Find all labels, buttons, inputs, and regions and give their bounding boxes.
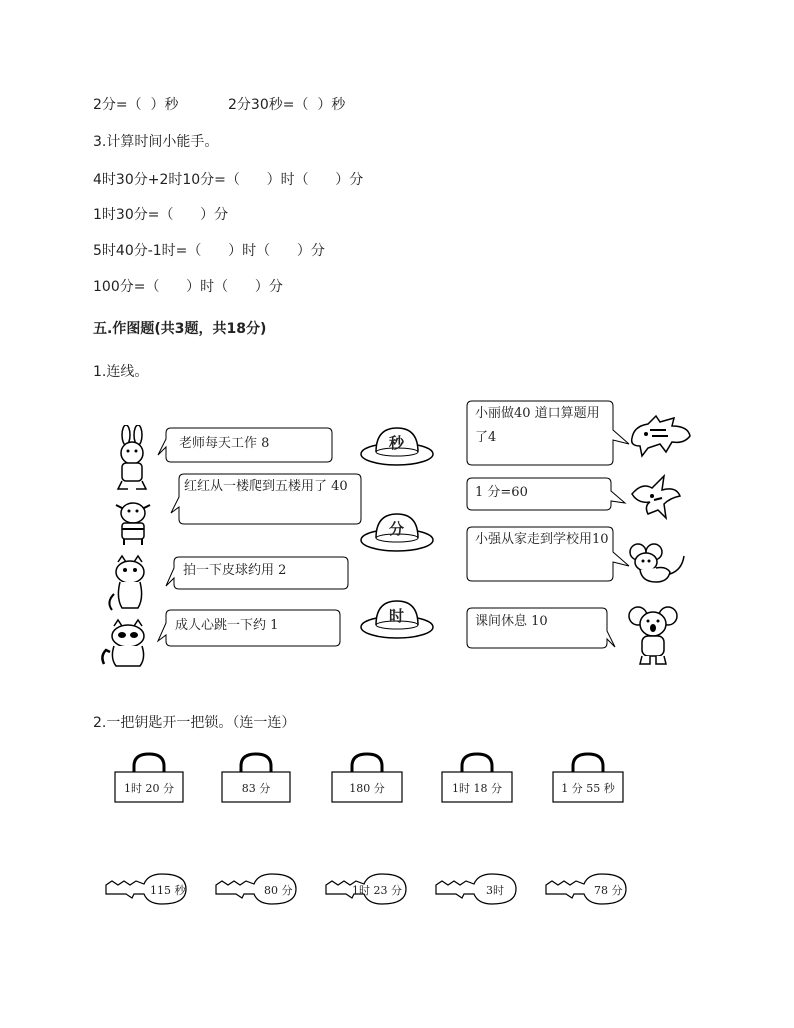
raccoon-icon [100,618,156,670]
q2-right: 2分30秒=（ ）秒 [228,97,346,113]
q3-item-1: 4时30分+2时10分=（ ）时（ ）分 [93,172,364,188]
key-5-label: 78 分 [594,884,623,897]
key-4 [434,872,518,906]
q3-item-3: 5时40分-1时=（ ）时（ ）分 [93,243,325,259]
q3-title: 3.计算时间小能手。 [93,134,219,150]
hat-hour [360,595,434,639]
key-4-label: 3时 [486,884,504,897]
key-1 [104,872,188,906]
lock-5 [552,752,624,804]
left-bubble-2-text: 红红从一楼爬到五楼用了 40 [184,479,348,494]
key-1-label: 115 秒 [150,884,186,897]
key-5 [544,872,628,906]
right-bubble-1 [466,400,630,466]
rabbit-icon [108,425,156,491]
dragon-icon [626,408,694,458]
left-bubble-3 [165,556,349,590]
right-bubble-4 [466,607,616,649]
mouse-icon [626,542,690,586]
left-bubble-1-text: 老师每天工作 8 [179,436,270,451]
q2-left: 2分=（ ）秒 [93,97,179,113]
right-bubble-1-text: 小丽做40 道口算题用了4 [475,406,600,445]
lock-3 [331,752,403,804]
lock-4 [441,752,513,804]
right-bubble-2-text: 1 分=60 [475,485,528,500]
cat-icon [104,554,156,612]
lock-2-label: 83 分 [241,782,271,795]
hat-minute-label: 分 [389,520,405,538]
keys-title: 2.一把钥匙开一把锁。（连一连） [93,715,296,731]
hat-second [360,422,434,466]
key-3-label: 1时 23 分 [352,884,402,897]
section5-title: 五.作图题(共3题，共18分) [93,321,267,337]
left-bubble-4-text: 成人心跳一下约 1 [175,618,279,633]
key-3 [324,872,408,906]
lock-2 [221,752,291,804]
hat-hour-label: 时 [389,607,405,625]
right-bubble-3 [466,526,630,582]
q3-item-2: 1时30分=（ ）分 [93,207,229,223]
q3-item-4: 100分=（ ）时（ ）分 [93,279,283,295]
right-bubble-4-text: 课间休息 10 [475,614,548,629]
bird-icon [628,474,682,522]
left-bubble-3-text: 拍一下皮球约用 2 [183,563,287,578]
lock-3-label: 180 分 [349,782,385,795]
key-2 [214,872,298,906]
left-bubble-4 [157,609,341,647]
hat-second-label: 秒 [389,434,405,452]
left-bubble-2 [170,473,362,525]
key-2-label: 80 分 [264,884,293,897]
lock-5-label: 1 分 55 秒 [561,782,615,795]
left-bubble-1 [157,427,333,463]
right-bubble-2 [466,477,626,511]
right-bubble-3-text: 小强从家走到学校用10 [475,532,609,547]
hat-minute [360,508,434,552]
lock-4-label: 1时 18 分 [452,782,502,795]
koala-icon [628,604,678,666]
connect-title: 1.连线。 [93,364,149,380]
cow-icon [108,495,158,547]
lock-1 [114,752,184,804]
lock-1-label: 1时 20 分 [124,782,174,795]
